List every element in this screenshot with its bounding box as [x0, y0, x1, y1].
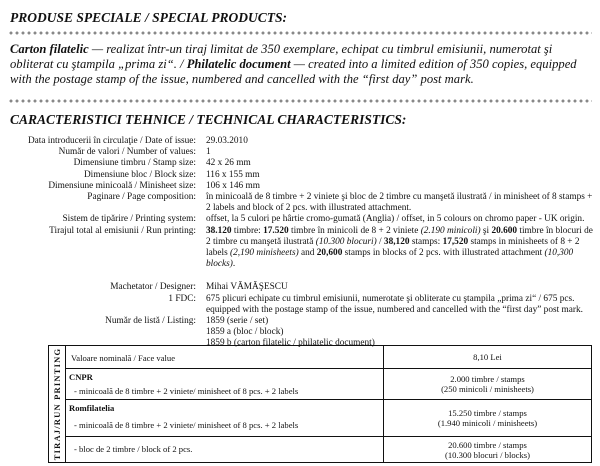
cnpr-title: CNPR	[69, 372, 93, 382]
text: stamps in minisheets of 8 + 2 labels	[206, 236, 580, 259]
spec-value: 106 x 146 mm	[206, 180, 260, 191]
spec-row	[10, 192, 595, 214]
text: timbre în minicoli de 8 + 2 viniete	[288, 225, 421, 236]
spec-label: Număr de listă / Listing:	[105, 316, 196, 327]
spec-row	[10, 294, 595, 316]
spec-label: Dimensiune timbru / Stamp size:	[73, 158, 196, 169]
en-text: — created into a limited edition of 350 copies, equipped with the postage stamp of the issue, numbered and cancelled with the “first day” post mark.	[10, 57, 577, 86]
table-row	[66, 400, 591, 437]
text: .	[232, 259, 236, 270]
spec-row	[10, 181, 595, 192]
num-bold: 20,600	[316, 248, 343, 259]
spec-value: 42 x 26 mm	[206, 158, 251, 169]
romfilatelia-title: Romfilatelia	[69, 403, 115, 413]
text: timbre:	[231, 225, 264, 236]
text: şi	[480, 225, 492, 236]
spec-value: 29.03.2010	[206, 136, 248, 146]
listing-item: 1859 b (carton filatelic / philatelic document)	[206, 338, 375, 349]
cnpr-desc: - minicoală de 8 timbre + 2 viniete/ minisheet of 8 pcs. + 2 labels	[74, 386, 299, 396]
spec-label: Dimensiune bloc / Block size:	[83, 169, 196, 180]
note-italic: (2,190 minisheets)	[230, 248, 299, 259]
spec-list	[10, 136, 595, 350]
print-run-side-label	[49, 346, 66, 462]
spec-row	[10, 282, 595, 293]
table-cell	[66, 400, 384, 436]
face-value: 8,10 Lei	[473, 352, 502, 362]
spec-value: 116 x 155 mm	[206, 169, 260, 180]
note-italic: (10,300 blocks)	[206, 248, 574, 270]
block-val1: 20.600 timbre / stamps	[448, 439, 527, 450]
en-term: Philatelic document	[186, 57, 291, 71]
table-cell	[384, 346, 591, 368]
ro-term: Carton filatelic	[10, 42, 89, 56]
spec-label: Data introducerii în circulaţie / Date of issue:	[27, 136, 196, 146]
cnpr-val1: 2.000 timbre / stamps	[450, 374, 525, 384]
special-products-text	[10, 42, 592, 87]
spec-value: Mihai VĂMĂŞESCU	[206, 282, 288, 293]
spec-label: Tirajul total al emisiunii / Run printing:	[49, 225, 196, 236]
cnpr-val2: (250 minicoli / minisheets)	[441, 384, 534, 394]
spec-value: în minicoală de 8 timbre + 2 viniete şi bloc de 2 timbre cu manşetă ilustrată / in minisheet of 8 stamps + 2 labels and block of 2 pcs. with illustrated attachment.	[206, 192, 593, 214]
spec-label: Machetator / Designer:	[110, 282, 196, 293]
num-bold: 17,520	[442, 236, 469, 247]
table-cell	[66, 437, 384, 462]
face-value-label: Valoare nominală / Face value	[71, 353, 176, 363]
spec-value: 1	[206, 147, 211, 158]
dotted-divider	[8, 98, 592, 104]
num-bold: 20.600	[491, 225, 518, 236]
spec-label: Număr de valori / Number of values:	[58, 147, 196, 158]
text: stamps:	[409, 236, 443, 247]
text: and	[298, 248, 317, 259]
special-products-title: PRODUSE SPECIALE / SPECIAL PRODUCTS:	[10, 10, 288, 25]
listing-item: 1859 (serie / set)	[206, 316, 269, 327]
num-bold: 17.520	[263, 225, 289, 236]
spec-row-print-run	[10, 226, 595, 271]
spec-row	[10, 136, 595, 147]
spec-row	[10, 147, 595, 158]
side-label-text: TIRAJ/RUN PRINTING	[52, 347, 62, 461]
spec-row	[10, 170, 595, 181]
text: timbre în blocuri de 2 timbre cu manşetă ilustrată	[206, 225, 593, 247]
romfilatelia-desc: - minicoală de 8 timbre + 2 viniete/ minisheet of 8 pcs. + 2 labels	[74, 420, 299, 430]
ro-text: — realizat într-un tiraj limitat de 350 exemplare, echipat cu timbrul emisiunii, numerotat şi obliterat cu ştampila „prima zi“. /	[10, 42, 553, 71]
spec-row	[10, 158, 595, 169]
technical-title: CARACTERISTICI TEHNICE / TECHNICAL CHARACTERISTICS:	[10, 112, 407, 127]
print-run-table	[48, 345, 592, 463]
spec-label: Paginare / Page composition:	[87, 192, 196, 203]
table-row	[66, 437, 591, 462]
spec-label: Dimensiune minicoală / Minisheet size:	[48, 180, 196, 191]
romfilatelia-val2: (1.940 minicoli / minisheets)	[437, 418, 538, 428]
block-desc: - bloc de 2 timbre / block of 2 pcs.	[74, 444, 193, 454]
listing-item: 1859 a (bloc / block)	[206, 327, 284, 338]
table-cell	[384, 437, 591, 462]
spec-label: Sistem de tipărire / Printing system:	[62, 214, 196, 225]
table-cell	[384, 400, 591, 436]
table-row	[66, 369, 591, 400]
note-italic: (2.190 minicoli)	[420, 225, 481, 236]
num-bold: 38.120	[206, 225, 232, 236]
text: /	[376, 236, 384, 247]
dotted-divider	[8, 30, 592, 36]
note-italic: (10.300 blocuri)	[315, 236, 377, 247]
table-cell	[384, 369, 591, 399]
num-bold: 38,120	[383, 236, 410, 247]
romfilatelia-val1: 15.250 timbre / stamps	[448, 408, 527, 418]
text: stamps in blocks of 2 pcs. with illustrated attachment	[342, 248, 545, 259]
spec-row	[10, 214, 595, 225]
spec-value: 675 plicuri echipate cu timbrul emisiunii, numerotate şi obliterate cu ştampila „prima zi“ / 675 pcs. equipped with the postage stamp of the issue, numbered and cancelled with the “first day” post mark.	[206, 293, 583, 315]
table-cell	[66, 369, 384, 399]
table-cell	[66, 346, 384, 368]
spec-label: 1 FDC:	[168, 293, 196, 304]
spec-value: offset, la 5 culori pe hârtie cromo-gumată (Anglia) / offset, in 5 colours on chromo paper - UK origin.	[206, 214, 585, 225]
table-row	[66, 346, 591, 369]
spec-value	[206, 226, 595, 271]
block-val2: (10.300 blocuri / blocks)	[445, 449, 530, 460]
